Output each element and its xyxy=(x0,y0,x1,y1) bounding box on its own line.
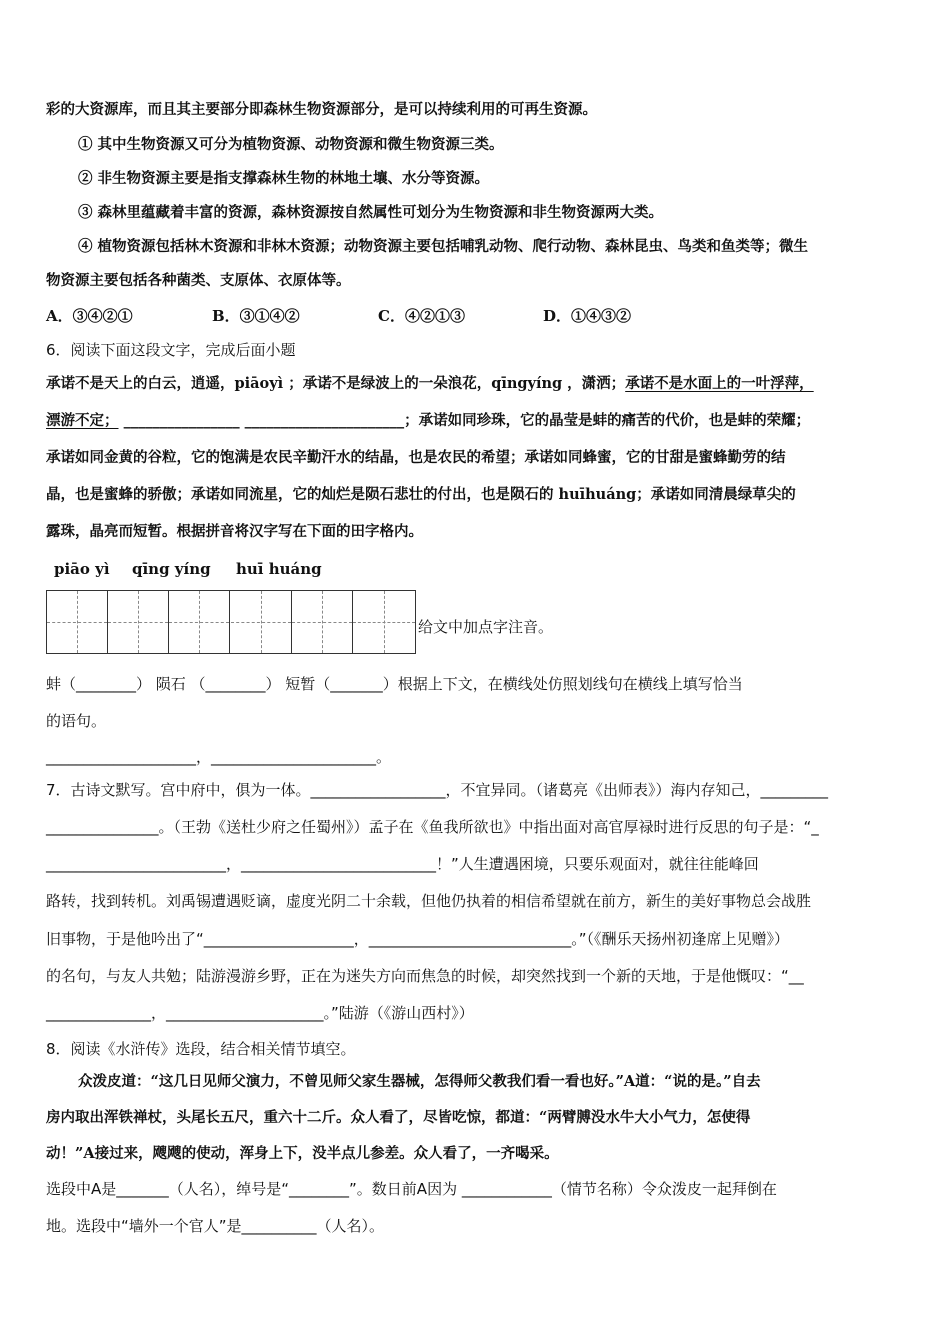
grid-cell[interactable] xyxy=(292,591,353,653)
q6-passage-line-3: 承诺如同金黄的谷粒，它的饱满是农民辛勤汗水的结晶，也是农民的希望；承诺如同蜂蜜，它的甘甜是蜜蜂勤劳的结 xyxy=(46,449,786,466)
fill-blank-2[interactable]: ______________________ xyxy=(244,412,405,429)
grid-cell[interactable] xyxy=(353,591,415,653)
tianzi-grid[interactable] xyxy=(46,590,416,654)
q7-line-3[interactable]: ________________________，__________________________！”人生遭遇困境，只要乐观面对，就往往能峰回 xyxy=(46,855,759,873)
q7-line-5[interactable]: 旧事物，于是他吟出了“____________________，___________________________。”（《酬乐天扬州初逢席上见赠》） xyxy=(46,930,790,948)
q6-passage-line-4: 晶，也是蜜蜂的骄傲；承诺如同流星，它的灿烂是陨石悲壮的付出，也是陨石的 huīhuáng；承诺如同清晨绿草尖的 xyxy=(46,486,796,503)
pinyin-label-3: huī huáng xyxy=(236,560,322,578)
question-8-title: 8．阅读《水浒传》选段，结合相关情节填空。 xyxy=(46,1040,356,1058)
q6-passage-line-2: 漂游不定； ________________ ______________________；承诺如同珍珠，它的晶莹是蚌的痛苦的代价，也是蚌的荣耀； xyxy=(46,412,811,429)
sentence-2: ② 非生物资源主要是指支撑森林生物的林地土壤、水分等资源。 xyxy=(78,170,490,187)
q7-line-1[interactable]: 7．古诗文默写。宫中府中，俱为一体。__________________，不宜异同。（诸葛亮《出师表》）海内存知己，_________ xyxy=(46,781,829,799)
q6-passage-line-5: 露珠，晶亮而短暂。根据拼音将汉字写在下面的田字格内。 xyxy=(46,523,423,540)
imitation-fill-line[interactable]: ____________________，______________________。 xyxy=(46,748,392,766)
fill-blank-1[interactable]: ________________ xyxy=(123,412,240,429)
annotation-line[interactable]: 蚌（________） 陨石 （________） 短暂（_______）根据上下文，在横线处仿照划线句在横线上填写恰当 xyxy=(46,675,743,693)
underlined-sentence: 承诺不是水面上的一叶浮萍， xyxy=(625,375,814,392)
sentence-4a: ④ 植物资源包括林木资源和非林木资源；动物资源主要包括哺乳动物、爬行动物、森林昆虫、鸟类和鱼类等；微生 xyxy=(78,238,809,255)
option-b[interactable]: B．③①④② xyxy=(212,307,300,325)
passage-line: 彩的大资源库，而且其主要部分即森林生物资源部分，是可以持续利用的可再生资源。 xyxy=(46,101,597,118)
sentence-4b: 物资源主要包括各种菌类、支原体、衣原体等。 xyxy=(46,272,351,289)
sentence-1: ① 其中生物资源又可分为植物资源、动物资源和微生物资源三类。 xyxy=(78,136,504,153)
pinyin-label-2: qīng yíng xyxy=(132,560,211,578)
option-a[interactable]: A．③④②① xyxy=(46,307,133,325)
q8-excerpt-2: 房内取出浑铁禅杖，头尾长五尺，重六十二斤。众人看了，尽皆吃惊，都道：“两臂膊没水牛大小气力，怎使得 xyxy=(46,1109,751,1126)
grid-cell[interactable] xyxy=(108,591,169,653)
q8-excerpt-1: 众泼皮道：“这几日见师父演力，不曾见师父家生器械，怎得师父教我们看一看也好。”A道：“说的是。”自去 xyxy=(78,1073,761,1090)
q7-line-4: 路转，找到转机。刘禹锡遭遇贬谪，虚度光阴二十余载，但他仍执着的相信希望就在前方，新生的美好事物总会战胜 xyxy=(46,892,812,910)
q8-excerpt-3: 动！”A接过来，飕飕的使动，浑身上下，没半点儿参差。众人看了，一齐喝采。 xyxy=(46,1145,559,1162)
grid-note: 给文中加点字注音。 xyxy=(418,618,554,636)
sentence-3: ③ 森林里蕴藏着丰富的资源，森林资源按自然属性可划分为生物资源和非生物资源两大类。 xyxy=(78,204,664,221)
q7-line-2[interactable]: _______________。（王勃《送杜少府之任蜀州》）孟子在《鱼我所欲也》中指出面对高官厚禄时进行反思的句子是：“_ xyxy=(46,818,819,836)
q8-fill-2[interactable]: 地。选段中“墙外一个官人”是__________（人名）。 xyxy=(46,1217,385,1235)
option-c[interactable]: C．④②①③ xyxy=(378,307,465,325)
grid-cell[interactable] xyxy=(47,591,108,653)
annotation-line-2: 的语句。 xyxy=(46,712,107,730)
option-d[interactable]: D．①④③② xyxy=(543,307,632,325)
q7-line-6[interactable]: 的名句，与友人共勉；陆游漫游乡野，正在为迷失方向而焦急的时候，却突然找到一个新的天地，于是他慨叹：“__ xyxy=(46,967,804,985)
pinyin-label-1: piāo yì xyxy=(54,560,110,578)
q8-fill-1[interactable]: 选段中A是_______（人名），绰号是“________”。数日前A因为 ____________（情节名称）令众泼皮一起拜倒在 xyxy=(46,1180,777,1198)
underlined-sentence-end: 漂游不定； xyxy=(46,412,119,429)
q6-passage-line-1: 承诺不是天上的白云，逍遥，piāoyì ；承诺不是绿波上的一朵浪花，qīngyíng ，潇洒；承诺不是水面上的一叶浮萍， xyxy=(46,375,814,392)
grid-cell[interactable] xyxy=(169,591,230,653)
grid-cell[interactable] xyxy=(231,591,292,653)
q7-line-7[interactable]: ______________，_____________________。”陆游（《游山西村》） xyxy=(46,1004,474,1022)
question-6-title: 6．阅读下面这段文字，完成后面小题 xyxy=(46,341,296,359)
